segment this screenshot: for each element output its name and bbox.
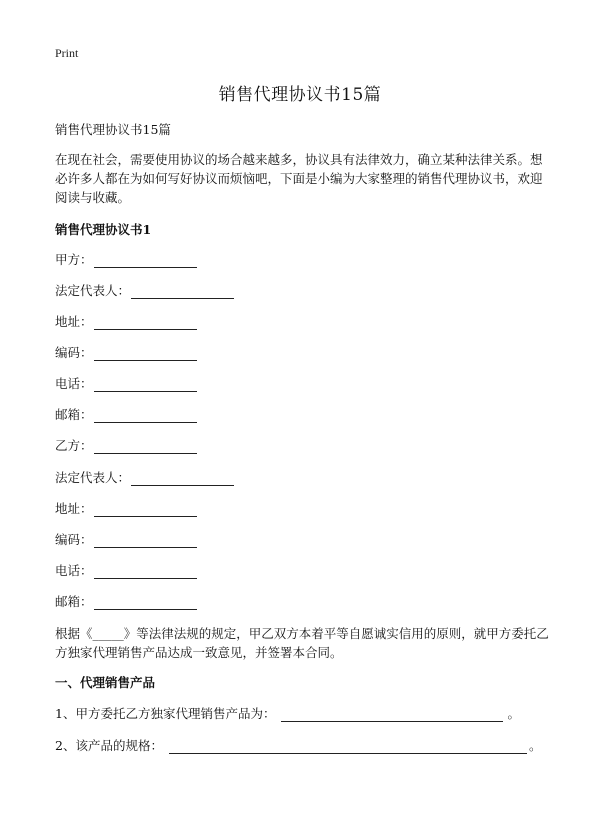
party-b-address-field: [55, 499, 197, 517]
party-a-address-field: [55, 312, 197, 330]
clause-1: [55, 704, 520, 722]
party-a-postcode-field: [55, 343, 197, 361]
clause-2-end: 。: [528, 738, 542, 753]
party-b-label: 乙方：: [55, 438, 93, 453]
party-b-address-blank: [94, 502, 197, 517]
party-a-blank: [94, 253, 197, 268]
document-subtitle: 销售代理协议书15篇: [55, 122, 171, 137]
party-a-postcode-label: 编码：: [55, 345, 93, 360]
party-b-representative-blank: [131, 471, 234, 486]
basis-paragraph: 根据《_____》等法律法规的规定，甲乙双方本着平等自愿诚实信用的原则，就甲方委托乙方独家代理销售产品达成一致意见，并签署本合同。: [55, 626, 549, 660]
party-b-postcode-label: 编码：: [55, 532, 93, 547]
party-a-phone-field: [55, 374, 197, 392]
party-b-mailbox-label: 邮箱：: [55, 594, 93, 609]
party-b-representative-label: 法定代表人：: [55, 470, 131, 485]
party-a-postcode-blank: [94, 346, 197, 361]
party-b-mailbox-field: [55, 592, 197, 610]
document-title: 销售代理协议书15篇: [218, 85, 382, 105]
party-a-label: 甲方：: [55, 252, 93, 267]
party-b-phone-blank: [94, 564, 197, 579]
party-b-phone-field: [55, 561, 197, 579]
clause-2: [55, 736, 541, 754]
section-one-heading: 一、代理销售产品: [55, 675, 156, 690]
party-a-mailbox-blank: [94, 408, 197, 423]
party-b-phone-label: 电话：: [55, 563, 93, 578]
party-b-blank: [94, 439, 197, 454]
party-a-phone-blank: [94, 377, 197, 392]
party-a-representative-label: 法定代表人：: [55, 283, 131, 298]
party-b-mailbox-blank: [94, 595, 197, 610]
party-b-address-label: 地址：: [55, 501, 93, 516]
party-a-address-blank: [94, 315, 197, 330]
intro-paragraph: 在现在社会，需要使用协议的场合越来越多，协议具有法律效力，确立某种法律关系。想必许多人都在为如何写好协议而烦恼吧，下面是小编为大家整理的销售代理协议书，欢迎阅读与收藏。: [55, 152, 543, 205]
party-b-postcode-field: [55, 530, 197, 548]
clause-2-text: 2、该产品的规格：: [55, 738, 163, 753]
party-a-mailbox-field: [55, 405, 197, 423]
clause-1-text: 1、甲方委托乙方独家代理销售产品为：: [55, 706, 276, 721]
clause-1-blank: [281, 707, 503, 722]
party-a-phone-label: 电话：: [55, 376, 93, 391]
party-a-mailbox-label: 邮箱：: [55, 407, 93, 422]
party-b-field: [55, 436, 197, 454]
agreement-heading: 销售代理协议书1: [55, 222, 152, 237]
clause-1-end: 。: [507, 706, 520, 721]
clause-2-blank: [169, 739, 527, 754]
party-a-representative-field: [55, 281, 234, 299]
party-b-postcode-blank: [94, 533, 197, 548]
party-b-representative-field: [55, 468, 234, 486]
party-a-field: [55, 250, 197, 268]
party-a-representative-blank: [131, 284, 234, 299]
print-label: Print: [55, 46, 79, 60]
party-a-address-label: 地址：: [55, 314, 93, 329]
